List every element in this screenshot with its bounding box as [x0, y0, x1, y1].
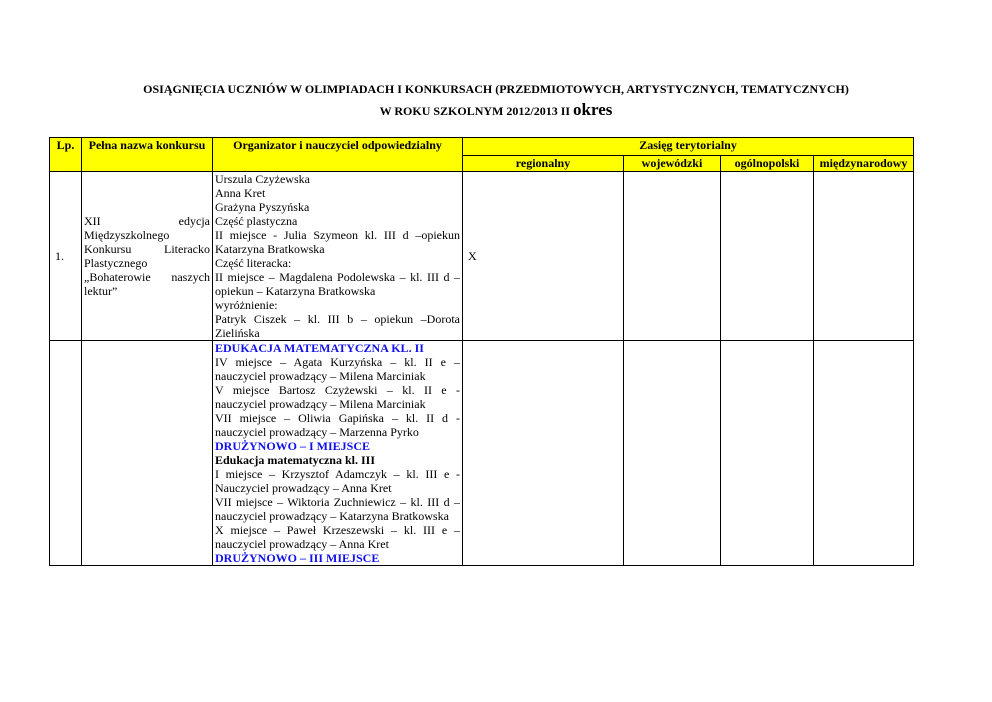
row-national: [721, 341, 814, 566]
row-organizer: [213, 172, 463, 341]
header-lp: Lp.: [50, 138, 82, 172]
result-line: VII miejsce – Wiktoria Zuchniewicz – kl. III d – nauczyciel prowadzący – Katarzyna Bratkowska: [215, 495, 460, 523]
organizer-line: Część plastyczna: [215, 214, 298, 228]
result-line: V miejsce Bartosz Czyżewski – kl. II e - nauczyciel prowadzący – Milena Marciniak: [215, 383, 460, 411]
header-international: międzynarodowy: [814, 156, 914, 172]
header-competition-name: Pełna nazwa konkursu: [82, 138, 213, 172]
organizer-line: wyróżnienie:: [215, 298, 278, 312]
header-national: ogólnopolski: [721, 156, 814, 172]
header-row-1: [50, 138, 914, 156]
organizer-line: II miejsce - Julia Szymeon kl. III d –opiekun Katarzyna Bratkowska: [215, 228, 460, 256]
organizer-line: II miejsce – Magdalena Podolewska – kl. III d – opiekun – Katarzyna Bratkowska: [215, 270, 460, 298]
result-line: I miejsce – Krzysztof Adamczyk – kl. III e - Nauczyciel prowadzący – Anna Kret: [215, 467, 460, 495]
organizer-line: Część literacka:: [215, 256, 292, 270]
row-organizer: [213, 341, 463, 566]
result-line: VII miejsce – Oliwia Gapińska – kl. II d - nauczyciel prowadzący – Marzenna Pyrko: [215, 411, 460, 439]
table-row: [50, 341, 914, 566]
organizer-line: Anna Kret: [215, 186, 266, 200]
row-international: [814, 341, 914, 566]
row-lp: 1.: [50, 172, 82, 341]
team-result: DRUŻYNOWO – III MIEJSCE: [215, 551, 380, 565]
row-voivodeship: [624, 341, 721, 566]
row-competition-name: [82, 341, 213, 566]
organizer-line: Urszula Czyżewska: [215, 172, 310, 186]
result-line: X miejsce – Paweł Krzeszewski – kl. III e – nauczyciel prowadzący – Anna Kret: [215, 523, 460, 551]
section-heading: Edukacja matematyczna kl. III: [215, 453, 376, 467]
row-national: [721, 172, 814, 341]
row-lp: [50, 341, 82, 566]
document-title-line-1: OSIĄGNIĘCIA UCZNIÓW W OLIMPIADACH I KONKURSACH (PRZEDMIOTOWYCH, ARTYSTYCZNYCH, TEMATYCZNYCH): [143, 82, 849, 96]
achievements-table: [49, 137, 914, 566]
organizer-line: Grażyna Pyszyńska: [215, 200, 310, 214]
organizer-line: Patryk Ciszek – kl. III b – opiekun –Dorota Zielińska: [215, 312, 460, 340]
header-organizer: Organizator i nauczyciel odpowiedzialny: [213, 138, 463, 172]
row-regional: X: [463, 172, 624, 341]
school-year-text: W ROKU SZKOLNYM 2012/2013 II: [379, 104, 571, 118]
header-voivodeship: wojewódzki: [624, 156, 721, 172]
team-result: DRUŻYNOWO – I MIEJSCE: [215, 439, 371, 453]
row-international: [814, 172, 914, 341]
table-row: [50, 172, 914, 341]
term-text: okres: [573, 100, 613, 119]
header-regional: regionalny: [463, 156, 624, 172]
row-regional: [463, 341, 624, 566]
row-voivodeship: [624, 172, 721, 341]
row-competition-name: XII edycja Międzyszkolnego Konkursu Literacko Plastycznego „Bohaterowie naszych lektur”: [82, 172, 213, 341]
document-title-line-2: [0, 100, 992, 120]
header-territorial-scope: Zasięg terytorialny: [463, 138, 914, 156]
result-line: IV miejsce – Agata Kurzyńska – kl. II e – nauczyciel prowadzący – Milena Marciniak: [215, 355, 460, 383]
section-heading: EDUKACJA MATEMATYCZNA KL. II: [215, 341, 424, 355]
